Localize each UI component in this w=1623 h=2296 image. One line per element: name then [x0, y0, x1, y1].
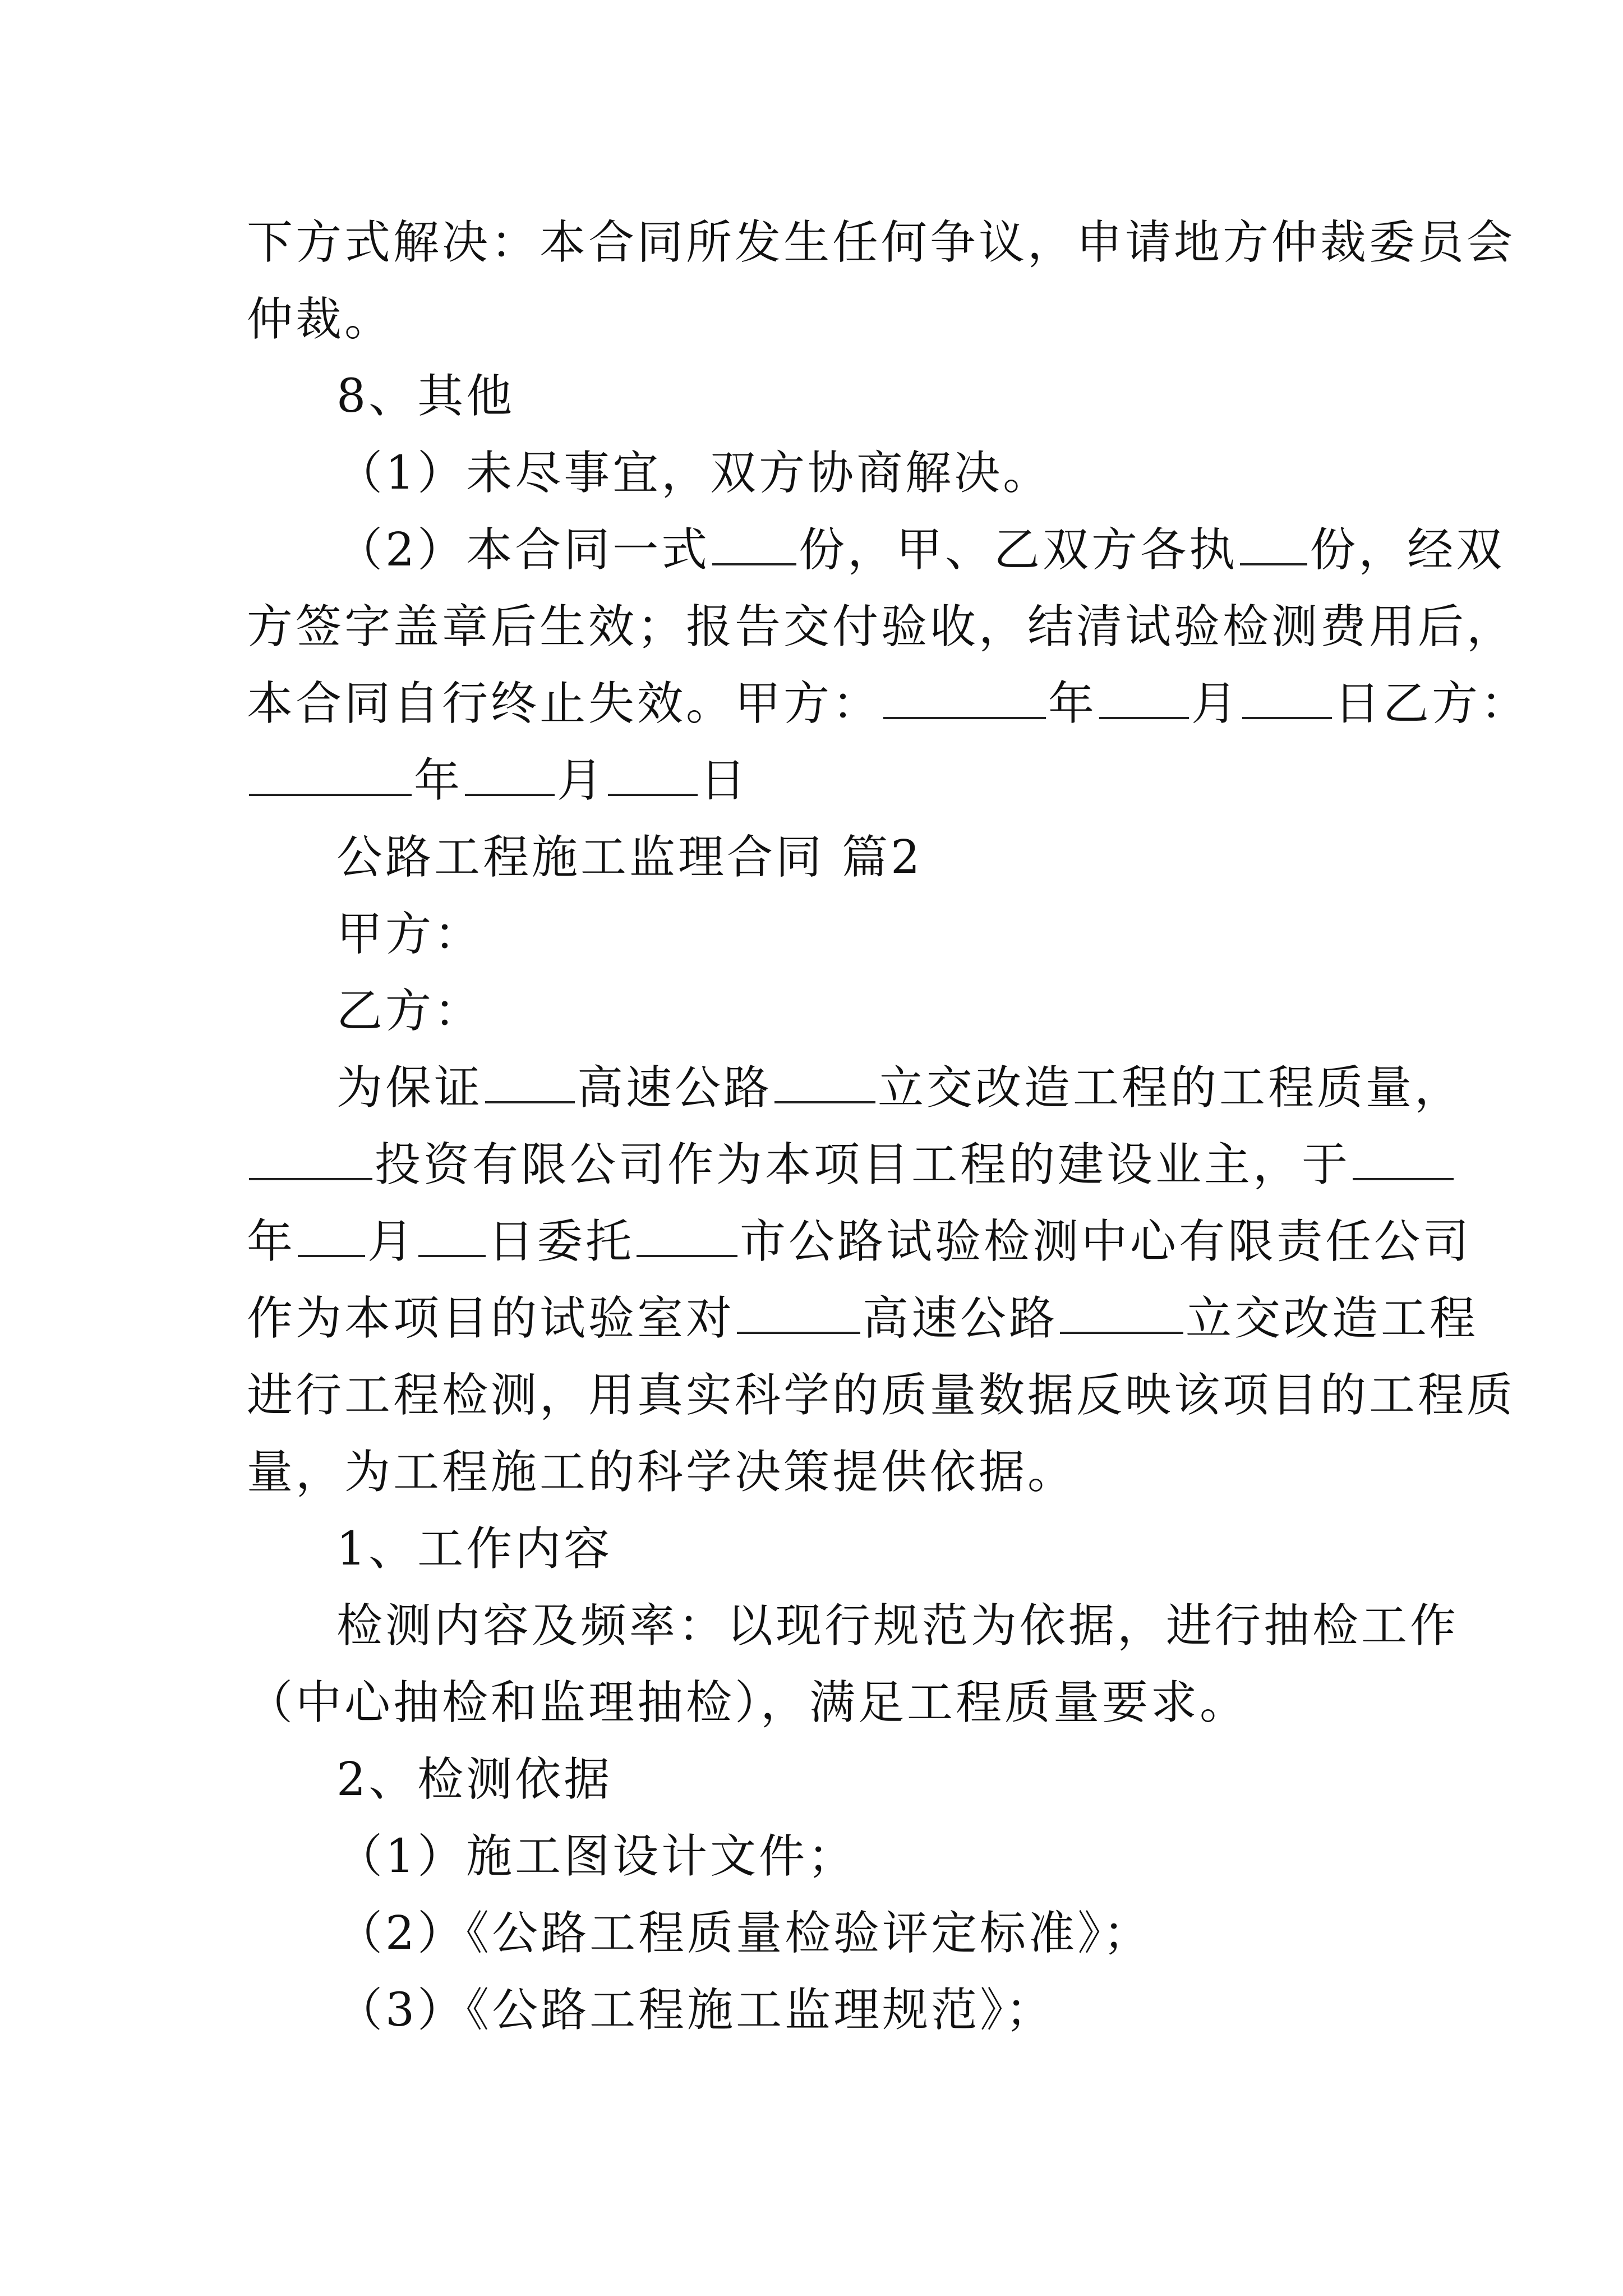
paragraph-line [247, 215, 1515, 271]
section-heading [336, 369, 515, 425]
text-span: 年 [414, 754, 463, 807]
text-span: 月 [557, 754, 606, 807]
paragraph-line [247, 1675, 1248, 1731]
text-span: 高速公路 [863, 1292, 1058, 1345]
fill-in-blank [465, 753, 555, 796]
text-span: 2、检测依据 [336, 1753, 613, 1806]
text-span: 立交改造工程 [1186, 1292, 1479, 1345]
section-heading [336, 1752, 612, 1808]
text-span: （1）施工图设计文件； [336, 1830, 857, 1883]
text-span: 作为本项目的试验室对 [247, 1292, 735, 1345]
text-span: 投资有限公司作为本项目工程的建设业主，于 [375, 1138, 1351, 1191]
fill-in-blank [1353, 1138, 1454, 1180]
clause-line [336, 522, 1505, 578]
fill-in-blank [249, 1138, 372, 1180]
text-span: 乙方： [336, 984, 483, 1038]
fill-in-blank [737, 1291, 860, 1334]
document-title [336, 830, 923, 886]
fill-in-blank [1242, 677, 1332, 719]
text-span: 月 [1191, 677, 1241, 730]
fill-in-blank [1240, 523, 1307, 565]
list-item [336, 1829, 856, 1885]
paragraph-line [336, 1598, 1459, 1654]
text-span: 年 [247, 1215, 296, 1268]
text-span: 下方式解决：本合同所发生任何争议，申请地方仲裁委员会 [247, 216, 1516, 269]
text-span: 市公路试验检测中心有限责任公司 [740, 1215, 1472, 1268]
paragraph-line [247, 1368, 1515, 1424]
party-b-label [336, 983, 483, 1039]
text-span: （1）未尽事宜，双方协商解决。 [336, 447, 1052, 500]
text-span: 立交改造工程的工程质量， [878, 1061, 1464, 1115]
list-item [336, 1906, 1152, 1962]
text-span: 年 [1048, 677, 1098, 730]
section-heading [336, 1521, 612, 1577]
fill-in-blank [774, 1061, 875, 1103]
text-span: 日乙方： [1334, 677, 1530, 730]
paragraph-line [247, 599, 1515, 655]
fill-in-blank [485, 1061, 575, 1103]
text-span: （中心抽检和监理抽检），满足工程质量要求。 [247, 1676, 1249, 1729]
paragraph-line [247, 1291, 1478, 1347]
text-span: （2）本合同一式 [336, 523, 711, 577]
list-item [336, 1982, 1054, 2039]
paragraph-line [247, 1444, 1076, 1501]
text-span: 量，为工程施工的科学决策提供依据。 [247, 1446, 1077, 1499]
text-span: 日 [700, 754, 749, 807]
party-a-label [336, 907, 483, 963]
text-span: 为保证 [336, 1061, 483, 1115]
clause-line [336, 445, 1052, 501]
text-span: （2）《公路工程质量检验评定标准》； [336, 1907, 1152, 1960]
text-span: 月 [367, 1215, 417, 1268]
text-span: 公路工程施工监理合同 篇2 [336, 831, 923, 884]
text-span: 本合同自行终止失效。甲方： [247, 677, 882, 730]
text-span: 高速公路 [577, 1061, 773, 1115]
fill-in-blank [1099, 677, 1189, 719]
text-span: 日委托 [488, 1215, 635, 1268]
fill-in-blank [418, 1214, 486, 1257]
fill-in-blank [712, 523, 796, 565]
fill-in-blank [249, 753, 412, 796]
text-span: 份，经双 [1310, 523, 1505, 577]
fill-in-blank [1060, 1291, 1183, 1334]
paragraph-line [247, 676, 1529, 732]
paragraph-line [247, 1214, 1472, 1270]
text-span: 1、工作内容 [336, 1522, 613, 1576]
paragraph-line [247, 292, 393, 348]
fill-in-blank [298, 1214, 365, 1257]
fill-in-blank [637, 1214, 737, 1257]
text-span: 方签字盖章后生效；报告交付验收，结清试验检测费用后， [247, 600, 1516, 654]
paragraph-line [247, 753, 749, 809]
paragraph-line [336, 1060, 1463, 1116]
text-span: 仲裁。 [247, 293, 394, 346]
text-span: 份，甲、乙双方各执 [799, 523, 1238, 577]
text-span: 进行工程检测，用真实科学的质量数据反映该项目的工程质 [247, 1369, 1516, 1422]
text-span: 8、其他 [336, 370, 515, 423]
text-span: 甲方： [336, 908, 483, 961]
text-span: （3）《公路工程施工监理规范》； [336, 1984, 1055, 2037]
text-span: 检测内容及频率：以现行规范为依据，进行抽检工作 [336, 1599, 1459, 1653]
fill-in-blank [608, 753, 698, 796]
fill-in-blank [883, 677, 1046, 719]
paragraph-line [247, 1137, 1456, 1193]
